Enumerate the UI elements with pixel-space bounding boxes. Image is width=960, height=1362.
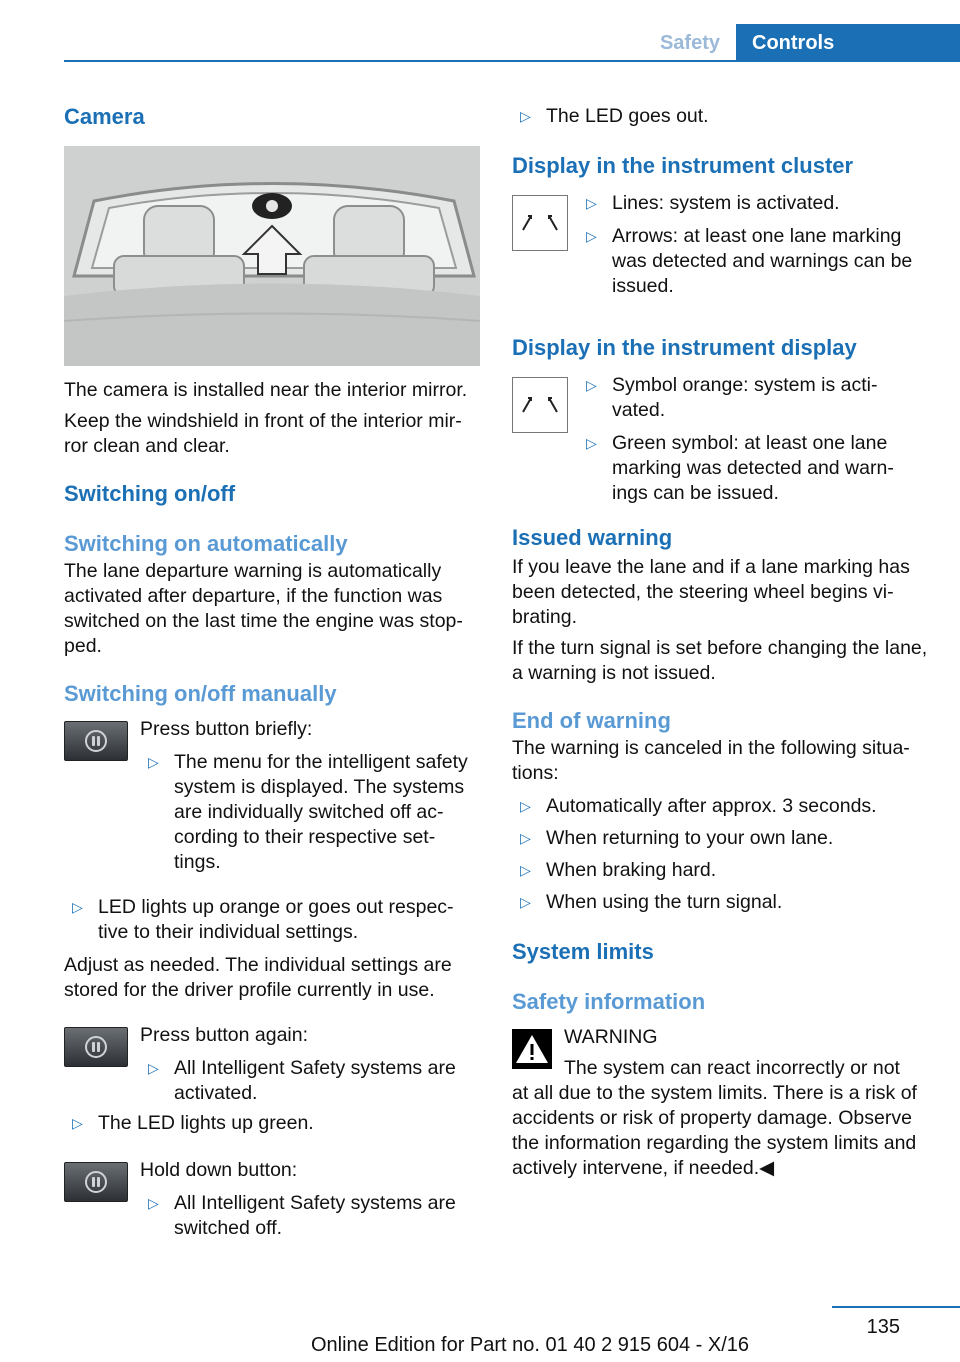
auto-heading: Switching on automatically: [64, 531, 348, 556]
bullet-text: Lines: system is activated.: [612, 192, 840, 214]
triangle-bullet-icon: ▷: [520, 862, 531, 878]
list-item: [512, 826, 928, 851]
press-briefly-text: Press button briefly:: [140, 718, 313, 740]
lane-lines-display-icon: [512, 195, 568, 251]
triangle-bullet-icon: ▷: [148, 1195, 159, 1211]
list-item: [578, 373, 928, 423]
safety-heading: Safety information: [512, 989, 706, 1014]
bullet-text: Arrows: at least one lane marking was detected and warnings can be issued.: [612, 225, 913, 297]
bullet-text: Green symbol: at least one lane marking was detected and warn‐ings can be issued.: [612, 432, 894, 504]
intelligent-safety-button: [64, 721, 128, 761]
right-column: [512, 100, 928, 1181]
triangle-bullet-icon: ▷: [72, 899, 83, 915]
end-text: The warning is canceled in the following situa‐tions:: [512, 737, 910, 784]
bullet-text: All Intelligent Safety systems are activated.: [174, 1057, 456, 1104]
bullet-text: The menu for the intelligent safety system is displayed. The systems are individually switched off ac‐cording to their respective set‐tings.: [174, 751, 468, 873]
tab-controls: Controls: [736, 24, 960, 62]
intelligent-safety-button: [64, 1162, 128, 1202]
list-item: [64, 895, 480, 945]
press-briefly-block: [64, 717, 480, 887]
bullet-text: LED lights up orange or goes out respec‐tive to their individual settings.: [98, 896, 454, 943]
triangle-bullet-icon: ▷: [520, 108, 531, 124]
bullet-text: The LED lights up green.: [98, 1112, 314, 1134]
bullet-text: When returning to your own lane.: [546, 827, 834, 849]
safety-button-icon: [85, 1036, 107, 1058]
list-item: [512, 794, 928, 819]
safety-button-icon: [85, 1171, 107, 1193]
camera-photo: [64, 146, 480, 366]
hold-down-block: [64, 1158, 480, 1238]
triangle-bullet-icon: ▷: [586, 435, 597, 451]
camera-text-1: The camera is installed near the interior mirror.: [64, 379, 468, 401]
hold-down-text: Hold down button:: [140, 1159, 298, 1181]
camera-heading: Camera: [64, 104, 145, 129]
limits-heading: System limits: [512, 939, 654, 964]
triangle-bullet-icon: ▷: [148, 1060, 159, 1076]
bullet-text: The LED goes out.: [546, 105, 709, 127]
cluster-block: [512, 191, 928, 319]
list-item: [140, 1191, 480, 1241]
warning-text-first-line: The system can react incorrectly or not: [564, 1057, 900, 1079]
triangle-bullet-icon: ▷: [72, 1115, 83, 1131]
list-item: [578, 431, 928, 506]
list-item: [140, 1056, 480, 1106]
bullet-text: Symbol orange: system is acti‐vated.: [612, 374, 878, 421]
switching-heading: Switching on/off: [64, 481, 236, 506]
edition-text: Online Edition for Part no. 01 40 2 915 604 - X/16: [310, 1334, 750, 1356]
car-interior-illustration: [64, 146, 480, 366]
display-block: [512, 373, 928, 503]
triangle-bullet-icon: ▷: [586, 228, 597, 244]
camera-text-2: Keep the windshield in front of the interior mir‐ror clean and clear.: [64, 410, 462, 457]
tab-safety: Safety: [659, 32, 720, 54]
display-heading: Display in the instrument display: [512, 335, 857, 360]
press-again-text: Press button again:: [140, 1024, 309, 1046]
cluster-heading: Display in the instrument cluster: [512, 153, 854, 178]
warning-text: at all due to the system limits. There is a risk of accidents or risk of property damage. Observe the information regarding the system limits and actively intervene, if needed.◀: [512, 1082, 917, 1179]
adjust-text: Adjust as needed. The individual settings are stored for the driver profile currently in use.: [64, 954, 452, 1001]
list-item: [512, 858, 928, 883]
warning-label: WARNING: [564, 1026, 658, 1048]
bullet-text: When braking hard.: [546, 859, 717, 881]
bullet-text: Automatically after approx. 3 seconds.: [546, 795, 877, 817]
bullet-text: When using the turn signal.: [546, 891, 783, 913]
triangle-bullet-icon: ▷: [520, 894, 531, 910]
list-item: [512, 890, 928, 915]
issued-heading: Issued warning: [512, 525, 673, 550]
intelligent-safety-button: [64, 1027, 128, 1067]
auto-text: The lane departure warning is automatically activated after departure, if the function was switched on the last time the engine was stop‐ped.: [64, 560, 463, 657]
list-item: [578, 224, 928, 299]
list-item: [140, 750, 480, 875]
lane-departure-symbol-icon: [512, 377, 568, 433]
footer-rule: [832, 1306, 960, 1308]
press-again-block: [64, 1023, 480, 1103]
page-number: 135: [866, 1316, 900, 1338]
warning-triangle-icon: [512, 1029, 552, 1069]
warning-block: [512, 1025, 928, 1181]
triangle-bullet-icon: ▷: [586, 195, 597, 211]
issued-text-1: If you leave the lane and if a lane marking has been detected, the steering wheel begins vi‐brating.: [512, 556, 910, 628]
triangle-bullet-icon: ▷: [586, 377, 597, 393]
bullet-text: All Intelligent Safety systems are switched off.: [174, 1192, 456, 1239]
triangle-bullet-icon: ▷: [520, 798, 531, 814]
list-item: [64, 1111, 480, 1136]
safety-button-icon: [85, 730, 107, 752]
list-item: [578, 191, 928, 216]
header-rule: [64, 60, 960, 62]
triangle-bullet-icon: ▷: [520, 830, 531, 846]
left-column: [64, 100, 480, 1238]
issued-text-2: If the turn signal is set before changing the lane, a warning is not issued.: [512, 637, 928, 684]
manual-heading: Switching on/off manually: [64, 681, 337, 706]
triangle-bullet-icon: ▷: [148, 754, 159, 770]
end-heading: End of warning: [512, 708, 671, 733]
list-item: [512, 104, 928, 129]
